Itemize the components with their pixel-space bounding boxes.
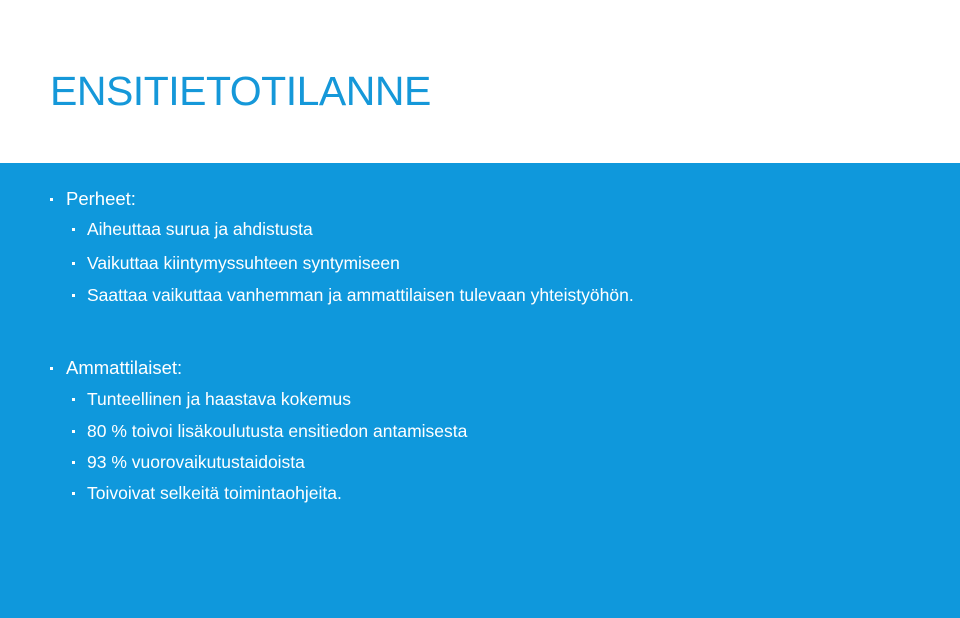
list-item [87, 481, 342, 505]
bullet-icon [50, 198, 53, 201]
list-item-text: 93 % vuorovaikutustaidoista [87, 452, 305, 472]
section-heading-families [66, 187, 136, 211]
list-item-text: Saattaa vaikuttaa vanhemman ja ammattilaisen tulevaan yhteistyöhön. [87, 285, 634, 305]
list-item [87, 387, 351, 411]
list-item-text: Tunteellinen ja haastava kokemus [87, 389, 351, 409]
slide-title: ENSITIETOTILANNE [50, 68, 431, 114]
bullet-icon [72, 228, 75, 231]
list-item-text: 80 % toivoi lisäkoulutusta ensitiedon antamisesta [87, 421, 468, 441]
bullet-icon [72, 262, 75, 265]
list-item [87, 251, 400, 275]
bullet-icon [72, 430, 75, 433]
bullet-icon [72, 492, 75, 495]
bullet-icon [50, 367, 53, 370]
list-item-text: Toivoivat selkeitä toimintaohjeita. [87, 483, 342, 503]
bullet-icon [72, 461, 75, 464]
content-area [0, 163, 960, 618]
list-item-text: Aiheuttaa surua ja ahdistusta [87, 219, 313, 239]
bullet-list [0, 163, 960, 618]
bullet-icon [72, 294, 75, 297]
list-item [87, 283, 634, 307]
list-item [87, 419, 467, 443]
section-heading-professionals [66, 356, 182, 380]
list-item-text: Vaikuttaa kiintymyssuhteen syntymiseen [87, 253, 400, 273]
list-item [87, 450, 305, 474]
list-item [87, 217, 313, 241]
section-heading-text: Ammattilaiset: [66, 357, 183, 378]
title-area [0, 0, 960, 163]
section-heading-text: Perheet: [66, 188, 136, 209]
bullet-icon [72, 398, 75, 401]
